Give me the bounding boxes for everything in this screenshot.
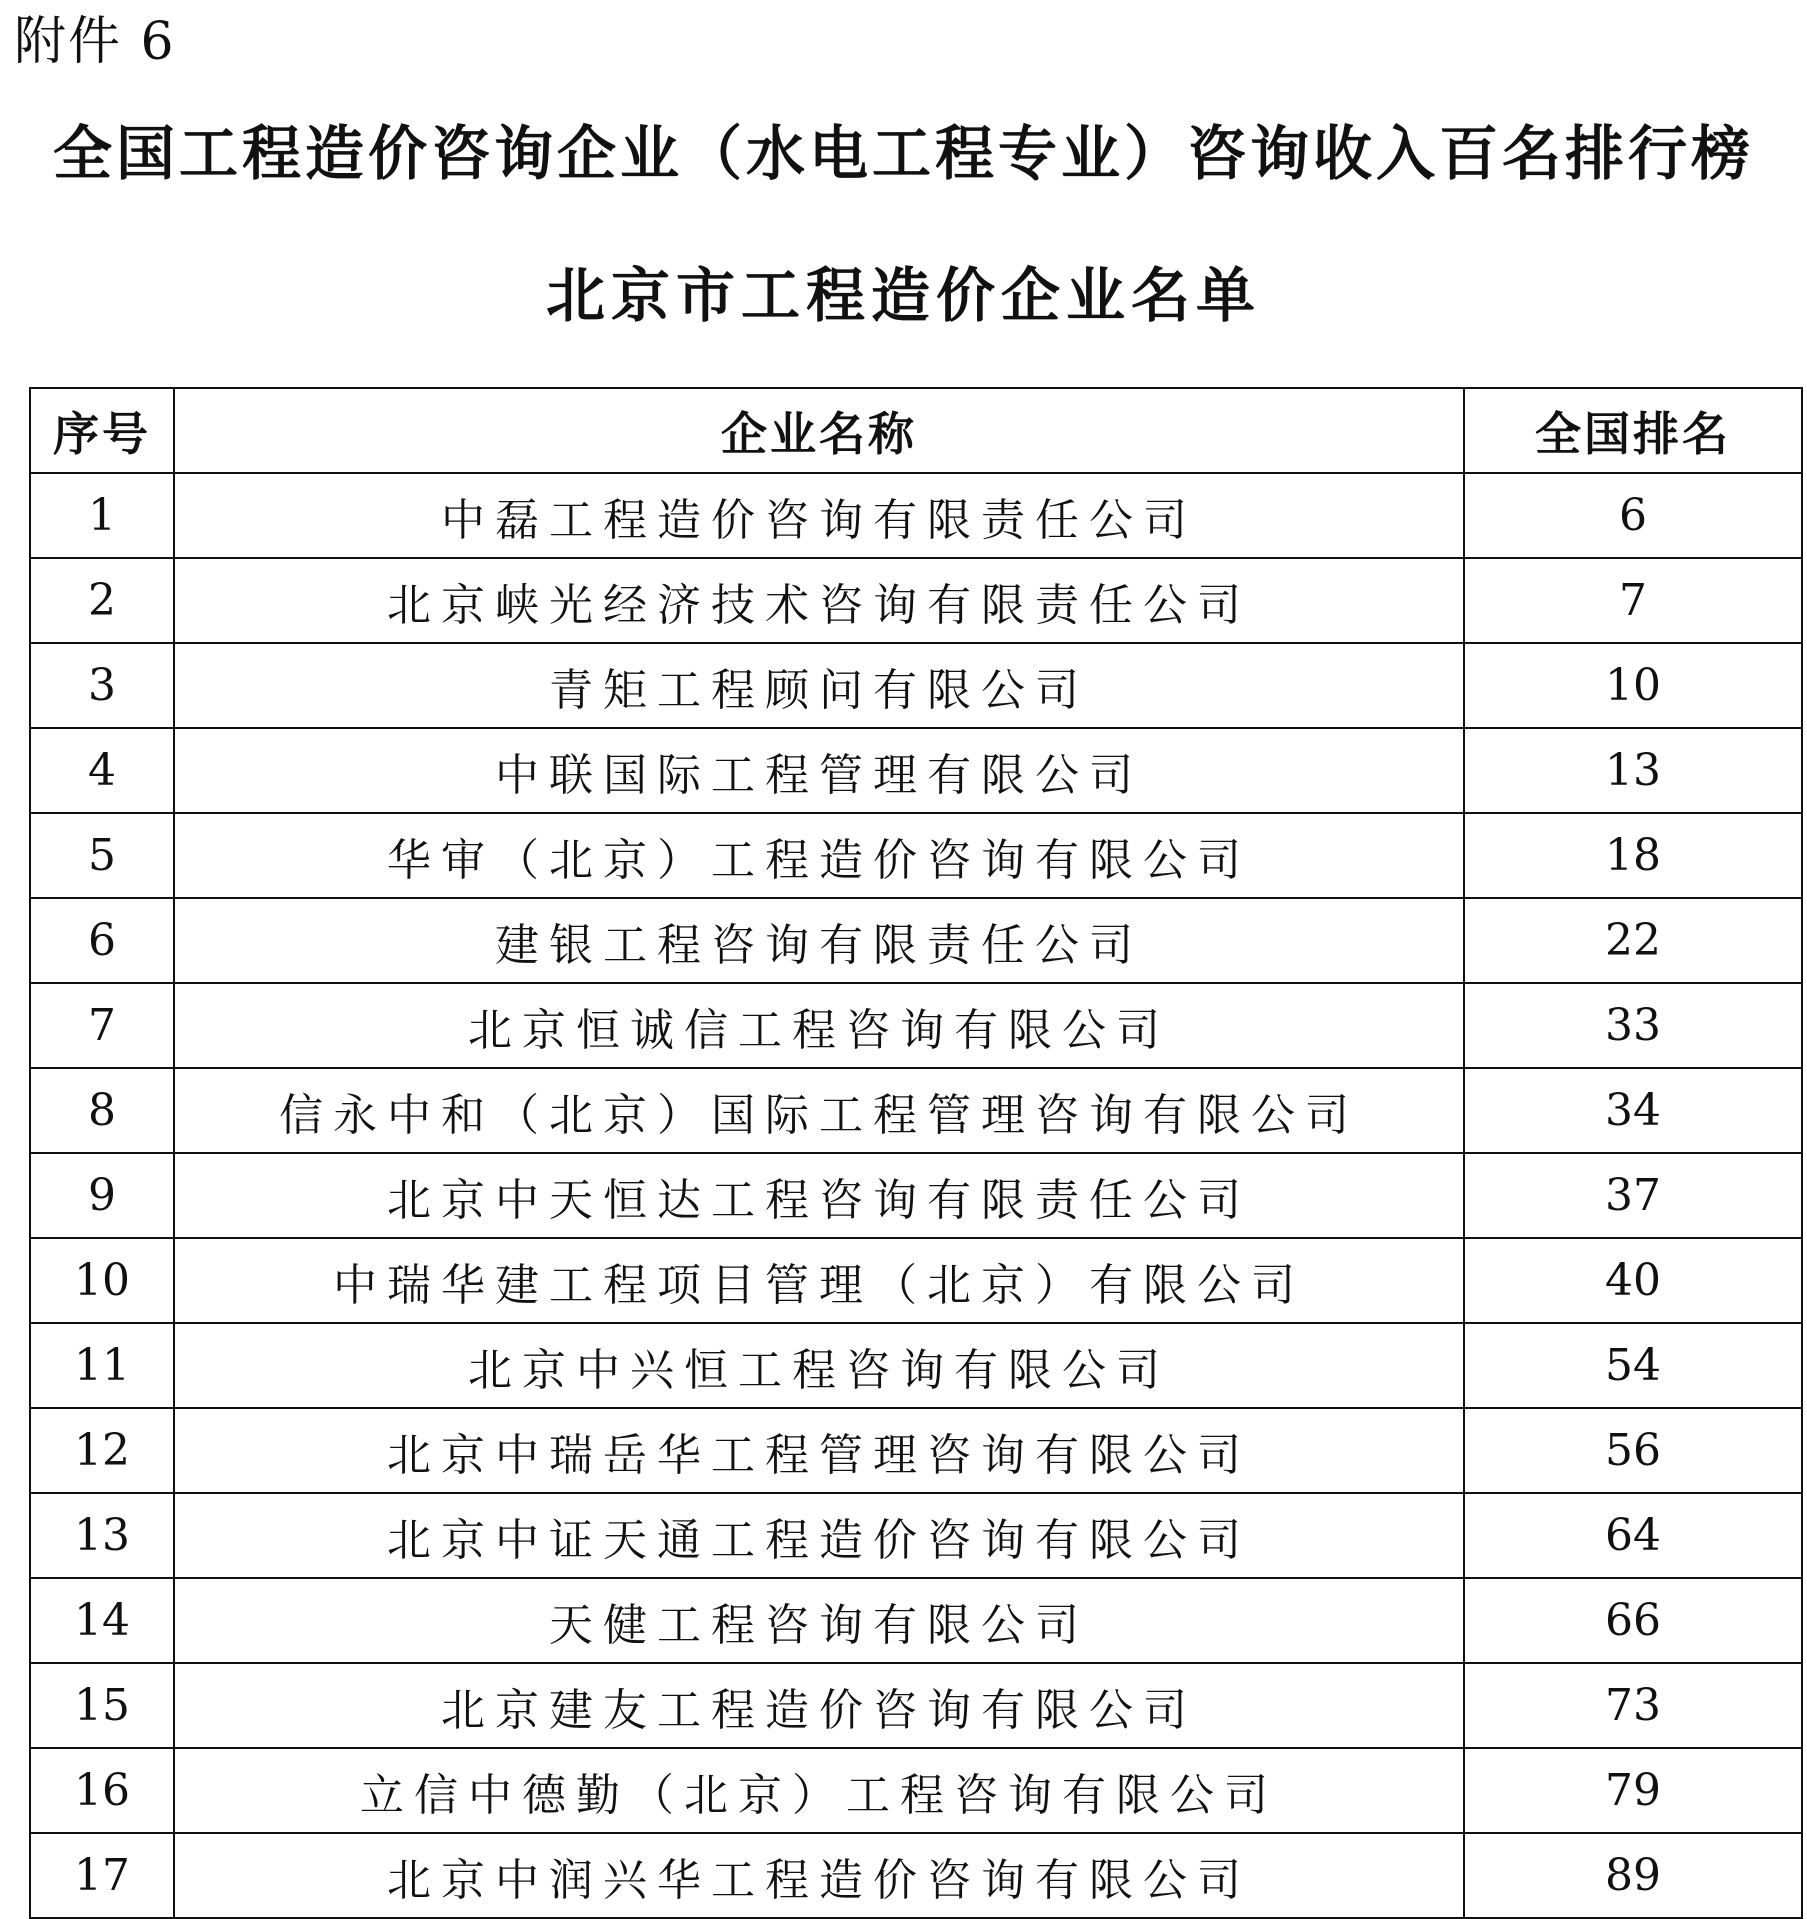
table-row xyxy=(30,728,1802,813)
table-row xyxy=(30,1748,1802,1833)
company-name-cell: 中联国际工程管理有限公司 xyxy=(174,728,1464,813)
national-rank-cell: 89 xyxy=(1464,1833,1802,1918)
company-name-cell: 建银工程咨询有限责任公司 xyxy=(174,898,1464,983)
company-name-cell: 北京中天恒达工程咨询有限责任公司 xyxy=(174,1153,1464,1238)
serial-number-cell: 11 xyxy=(30,1323,174,1408)
company-name-cell: 北京恒诚信工程咨询有限公司 xyxy=(174,983,1464,1068)
serial-number-cell: 6 xyxy=(30,898,174,983)
ranking-table xyxy=(29,387,1803,1919)
serial-number-cell: 14 xyxy=(30,1578,174,1663)
national-rank-cell: 64 xyxy=(1464,1493,1802,1578)
table-row xyxy=(30,558,1802,643)
serial-number-cell: 10 xyxy=(30,1238,174,1323)
national-rank-cell: 40 xyxy=(1464,1238,1802,1323)
company-name-cell: 青矩工程顾问有限公司 xyxy=(174,643,1464,728)
header-serial-number: 序号 xyxy=(30,388,174,473)
national-rank-cell: 7 xyxy=(1464,558,1802,643)
national-rank-cell: 10 xyxy=(1464,643,1802,728)
national-rank-cell: 73 xyxy=(1464,1663,1802,1748)
company-name-cell: 中磊工程造价咨询有限责任公司 xyxy=(174,473,1464,558)
national-rank-cell: 18 xyxy=(1464,813,1802,898)
serial-number-cell: 1 xyxy=(30,473,174,558)
company-name-cell: 北京中兴恒工程咨询有限公司 xyxy=(174,1323,1464,1408)
serial-number-cell: 13 xyxy=(30,1493,174,1578)
table-row xyxy=(30,1068,1802,1153)
serial-number-cell: 7 xyxy=(30,983,174,1068)
company-name-cell: 北京建友工程造价咨询有限公司 xyxy=(174,1663,1464,1748)
company-name-cell: 北京峡光经济技术咨询有限责任公司 xyxy=(174,558,1464,643)
header-row xyxy=(30,388,1802,473)
company-name-cell: 北京中润兴华工程造价咨询有限公司 xyxy=(174,1833,1464,1918)
company-name-cell: 北京中瑞岳华工程管理咨询有限公司 xyxy=(174,1408,1464,1493)
national-rank-cell: 54 xyxy=(1464,1323,1802,1408)
attachment-label: 附件 6 xyxy=(14,12,176,72)
serial-number-cell: 2 xyxy=(30,558,174,643)
table-body xyxy=(30,473,1802,1918)
table-row xyxy=(30,1238,1802,1323)
national-rank-cell: 79 xyxy=(1464,1748,1802,1833)
table-row xyxy=(30,983,1802,1068)
serial-number-cell: 15 xyxy=(30,1663,174,1748)
table-row xyxy=(30,1578,1802,1663)
table-row xyxy=(30,1408,1802,1493)
company-name-cell: 信永中和（北京）国际工程管理咨询有限公司 xyxy=(174,1068,1464,1153)
national-rank-cell: 66 xyxy=(1464,1578,1802,1663)
serial-number-cell: 12 xyxy=(30,1408,174,1493)
national-rank-cell: 34 xyxy=(1464,1068,1802,1153)
company-name-cell: 北京中证天通工程造价咨询有限公司 xyxy=(174,1493,1464,1578)
national-rank-cell: 13 xyxy=(1464,728,1802,813)
serial-number-cell: 4 xyxy=(30,728,174,813)
document-subtitle: 北京市工程造价企业名单 xyxy=(545,261,1261,330)
document-title: 全国工程造价咨询企业（水电工程专业）咨询收入百名排行榜 xyxy=(52,119,1754,188)
national-rank-cell: 22 xyxy=(1464,898,1802,983)
company-name-cell: 中瑞华建工程项目管理（北京）有限公司 xyxy=(174,1238,1464,1323)
table-row xyxy=(30,643,1802,728)
table-row xyxy=(30,1323,1802,1408)
national-rank-cell: 33 xyxy=(1464,983,1802,1068)
header-national-rank: 全国排名 xyxy=(1464,388,1802,473)
table-row xyxy=(30,898,1802,983)
serial-number-cell: 17 xyxy=(30,1833,174,1918)
table-row xyxy=(30,1493,1802,1578)
company-name-cell: 华审（北京）工程造价咨询有限公司 xyxy=(174,813,1464,898)
serial-number-cell: 9 xyxy=(30,1153,174,1238)
company-name-cell: 天健工程咨询有限公司 xyxy=(174,1578,1464,1663)
company-name-cell: 立信中德勤（北京）工程咨询有限公司 xyxy=(174,1748,1464,1833)
header-company-name: 企业名称 xyxy=(174,388,1464,473)
national-rank-cell: 37 xyxy=(1464,1153,1802,1238)
serial-number-cell: 16 xyxy=(30,1748,174,1833)
table-header xyxy=(30,388,1802,473)
serial-number-cell: 8 xyxy=(30,1068,174,1153)
table-row xyxy=(30,473,1802,558)
national-rank-cell: 6 xyxy=(1464,473,1802,558)
table-row xyxy=(30,813,1802,898)
table-row xyxy=(30,1663,1802,1748)
table-row xyxy=(30,1833,1802,1918)
serial-number-cell: 3 xyxy=(30,643,174,728)
table-row xyxy=(30,1153,1802,1238)
national-rank-cell: 56 xyxy=(1464,1408,1802,1493)
serial-number-cell: 5 xyxy=(30,813,174,898)
